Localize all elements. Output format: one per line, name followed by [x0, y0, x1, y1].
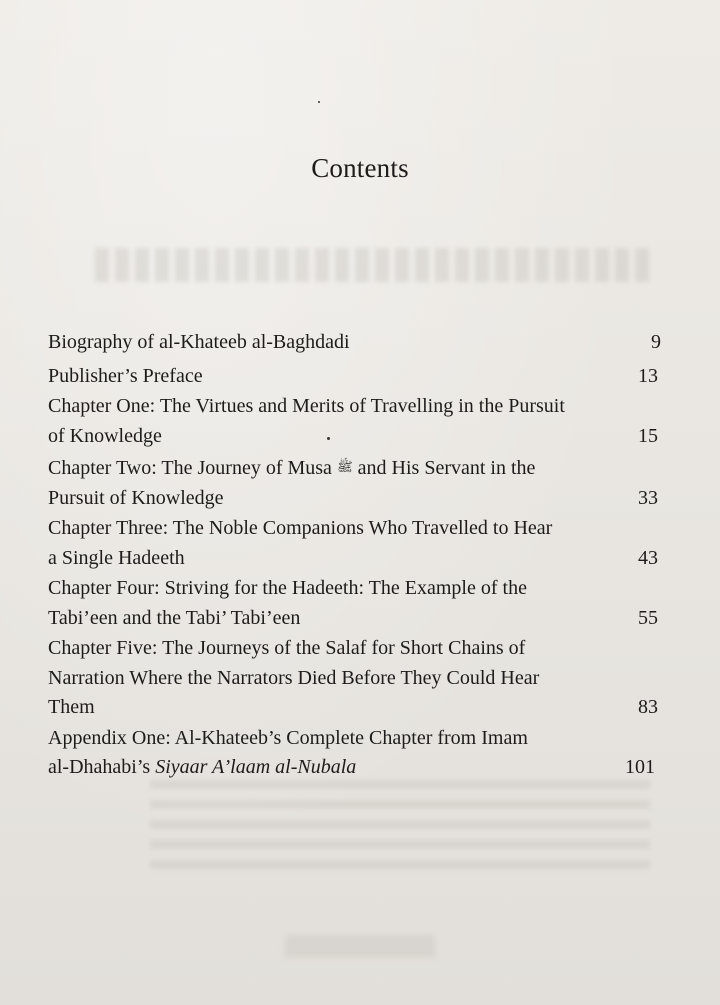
paper-speck: [318, 101, 320, 103]
toc-entry[interactable]: [48, 392, 658, 451]
entry-title-line: Chapter One: The Virtues and Merits of Travelling in the Pursuit: [48, 395, 565, 417]
toc-entry[interactable]: [48, 634, 658, 723]
entry-title-line: al-Dhahabi’s: [48, 756, 151, 778]
show-through-text: [150, 780, 650, 875]
entry-title-line: Chapter Three: The Noble Companions Who Travelled to Hear: [48, 517, 553, 539]
page-number: 83: [638, 696, 658, 718]
toc-entry[interactable]: [48, 362, 658, 392]
entry-title-line: Them: [48, 696, 95, 718]
toc-entry[interactable]: [48, 328, 661, 358]
show-through-text: [95, 248, 655, 282]
page-number: 55: [638, 606, 658, 629]
honorific-glyph: ﷺ: [336, 459, 353, 474]
entry-title-line: Chapter Four: Striving for the Hadeeth: The Example of the: [48, 577, 527, 599]
book-title-italic: Siyaar A’laam al-Nubala: [155, 756, 357, 778]
entry-title-line: Chapter Two: The Journey of Musa: [48, 457, 332, 479]
table-of-contents: [48, 328, 661, 783]
entry-title-line: Tabi’een and the Tabi’ Tabi’een: [48, 606, 301, 629]
toc-entry[interactable]: [48, 574, 658, 633]
toc-entry[interactable]: [48, 514, 658, 573]
entry-title-line: Narration Where the Narrators Died Before They Could Hear: [48, 666, 540, 689]
entry-title: Biography of al-Khateeb al-Baghdadi: [48, 331, 350, 353]
page-number: 33: [638, 486, 658, 509]
page-number: 101: [625, 755, 655, 778]
entry-title-line: of Knowledge: [48, 424, 162, 447]
toc-entry[interactable]: [48, 452, 658, 513]
entry-title-line: a Single Hadeeth: [48, 546, 185, 569]
entry-title-line: Chapter Five: The Journeys of the Salaf for Short Chains of: [48, 637, 526, 659]
entry-title-line: and His Servant in the: [357, 457, 536, 479]
entry-title: Publisher’s Preface: [48, 364, 203, 387]
entry-title-line: Pursuit of Knowledge: [48, 486, 224, 509]
page-number: 15: [638, 424, 658, 447]
toc-entry[interactable]: [48, 724, 658, 783]
page-title: Contents: [311, 153, 409, 183]
show-through-text: [285, 935, 435, 957]
entry-title-line: Appendix One: Al-Khateeb’s Complete Chapter from Imam: [48, 726, 528, 749]
page-number: 13: [638, 364, 658, 387]
page-number: 43: [638, 546, 658, 569]
page-number: 9: [651, 331, 661, 353]
